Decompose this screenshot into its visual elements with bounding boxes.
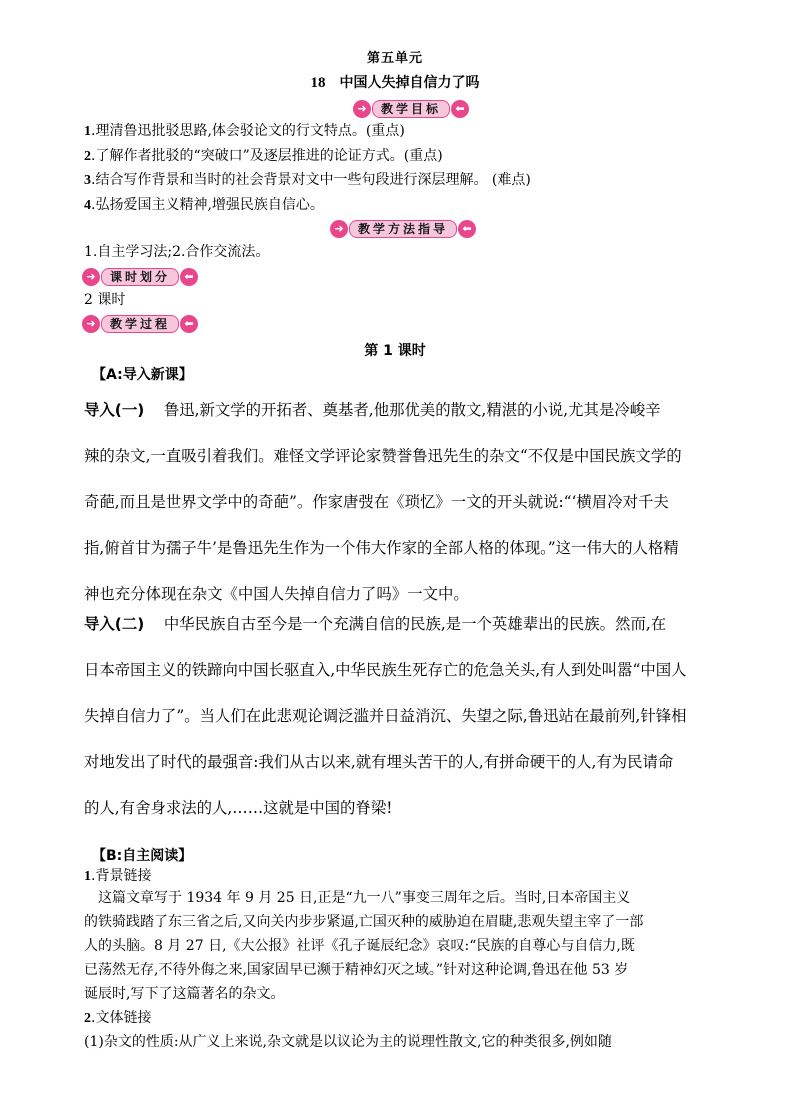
- paragraph-line: 诞辰时,写下了这篇著名的杂文。: [84, 986, 285, 1002]
- arrow-right-icon: ➜: [82, 315, 100, 333]
- section-badge-label: 教学目标: [372, 100, 450, 118]
- section-badge-label: 教学过程: [101, 315, 179, 333]
- arrow-left-icon: ⬅: [451, 100, 469, 118]
- genre-line: (1)杂文的性质:从广义上来说,杂文就是以议论为主的说理性散文,它的种类很多,例如随: [84, 1034, 612, 1050]
- section-badge-objectives: [353, 100, 469, 118]
- paragraph-line: 的人,有舍身求法的人,……这就是中国的脊梁!: [84, 799, 393, 817]
- lesson-number: 18: [310, 75, 326, 91]
- lesson-title-text: 中国人失掉自信力了吗: [339, 75, 480, 91]
- lesson-title: [0, 72, 790, 92]
- paragraph-line: 人的头脑。8 月 27 日,《大公报》社评《孔子诞辰纪念》哀叹:“民族的自尊心与自信力,既: [84, 938, 635, 954]
- paragraph-line: 奇葩,而且是世界文学中的奇葩”。作家唐弢在《琐忆》一文的开头就说:“‘横眉冷对千夫: [84, 493, 669, 511]
- section-badge-label: 教学方法指导: [349, 220, 457, 238]
- section-badge-label: 课时划分: [101, 268, 179, 286]
- objective-item: 2.了解作者批驳的“突破口”及逐层推进的论证方式。(重点): [84, 148, 443, 164]
- arrow-left-icon: ⬅: [180, 268, 198, 286]
- background-heading: 1.背景链接: [84, 868, 152, 884]
- part-a-heading: 【A:导入新课】: [92, 367, 193, 383]
- part-b-heading: 【B:自主阅读】: [92, 848, 193, 864]
- arrow-right-icon: ➜: [353, 100, 371, 118]
- paragraph-line: 这篇文章写于 1934 年 9 月 25 日,正是“九一八”事变三周年之后。当时,日本帝国主义: [98, 890, 631, 906]
- paragraph-line: 导入(一) 鲁迅,新文学的开拓者、奠基者,他那优美的散文,精湛的小说,尤其是冷峻辛: [84, 401, 661, 419]
- unit-label: 第五单元: [366, 51, 423, 66]
- intro-lead: 导入(二): [84, 615, 145, 633]
- arrow-right-icon: ➜: [82, 268, 100, 286]
- background-paragraph: [84, 888, 774, 1008]
- arrow-right-icon: ➜: [330, 220, 348, 238]
- methods-line: 1.自主学习法;2.合作交流法。: [84, 244, 270, 260]
- arrow-left-icon: ⬅: [458, 220, 476, 238]
- paragraph-line: 日本帝国主义的铁蹄向中国长驱直入,中华民族生死存亡的危急关头,有人到处叫嚣“中国人: [84, 661, 687, 679]
- paragraph-line: 指,俯首甘为孺子牛’是鲁迅先生作为一个伟大作家的全部人格的体现。”这一伟大的人格精: [84, 539, 679, 557]
- period-title: 第 1 课时: [364, 343, 426, 359]
- objective-item: 4.弘扬爱国主义精神,增强民族自信心。: [84, 197, 324, 213]
- section-badge-process: [82, 315, 198, 333]
- section-badge-hours: [82, 268, 198, 286]
- arrow-left-icon: ⬅: [180, 315, 198, 333]
- paragraph-line: 对地发出了时代的最强音:我们从古以来,就有埋头苦干的人,有拼命硬干的人,有为民请命: [84, 753, 674, 771]
- paragraph-line: 神也充分体现在杂文《中国人失掉自信力了吗》一文中。: [84, 585, 469, 603]
- objective-item: 3.结合写作背景和当时的社会背景对文中一些句段进行深层理解。 (难点): [84, 172, 531, 188]
- paragraph-line: 已荡然无存,不待外侮之来,国家固早已濒于精神幻灭之域。”针对这种论调,鲁迅在他 53 岁: [84, 962, 629, 978]
- paragraph-line: 辣的杂文,一直吸引着我们。难怪文学评论家赞誉鲁迅先生的杂文“不仅是中国民族文学的: [84, 447, 682, 465]
- paragraph-line: 的铁骑践踏了东三省之后,又向关内步步紧逼,亡国灭种的威胁迫在眉睫,悲观失望主宰了一部: [84, 914, 644, 930]
- section-badge-methods: [330, 220, 476, 238]
- paragraph-line: 失掉自信力了”。当人们在此悲观论调泛滥并日益消沉、失望之际,鲁迅站在最前列,针锋相: [84, 707, 687, 725]
- genre-heading: 2.文体链接: [84, 1010, 152, 1026]
- paragraph-line: 导入(二) 中华民族自古至今是一个充满自信的民族,是一个英雄辈出的民族。然而,在: [84, 615, 667, 633]
- intro-lead: 导入(一): [84, 401, 145, 419]
- hours-line: 2 课时: [84, 292, 126, 308]
- objective-item: 1.理清鲁迅批驳思路,体会驳论文的行文特点。(重点): [84, 123, 405, 139]
